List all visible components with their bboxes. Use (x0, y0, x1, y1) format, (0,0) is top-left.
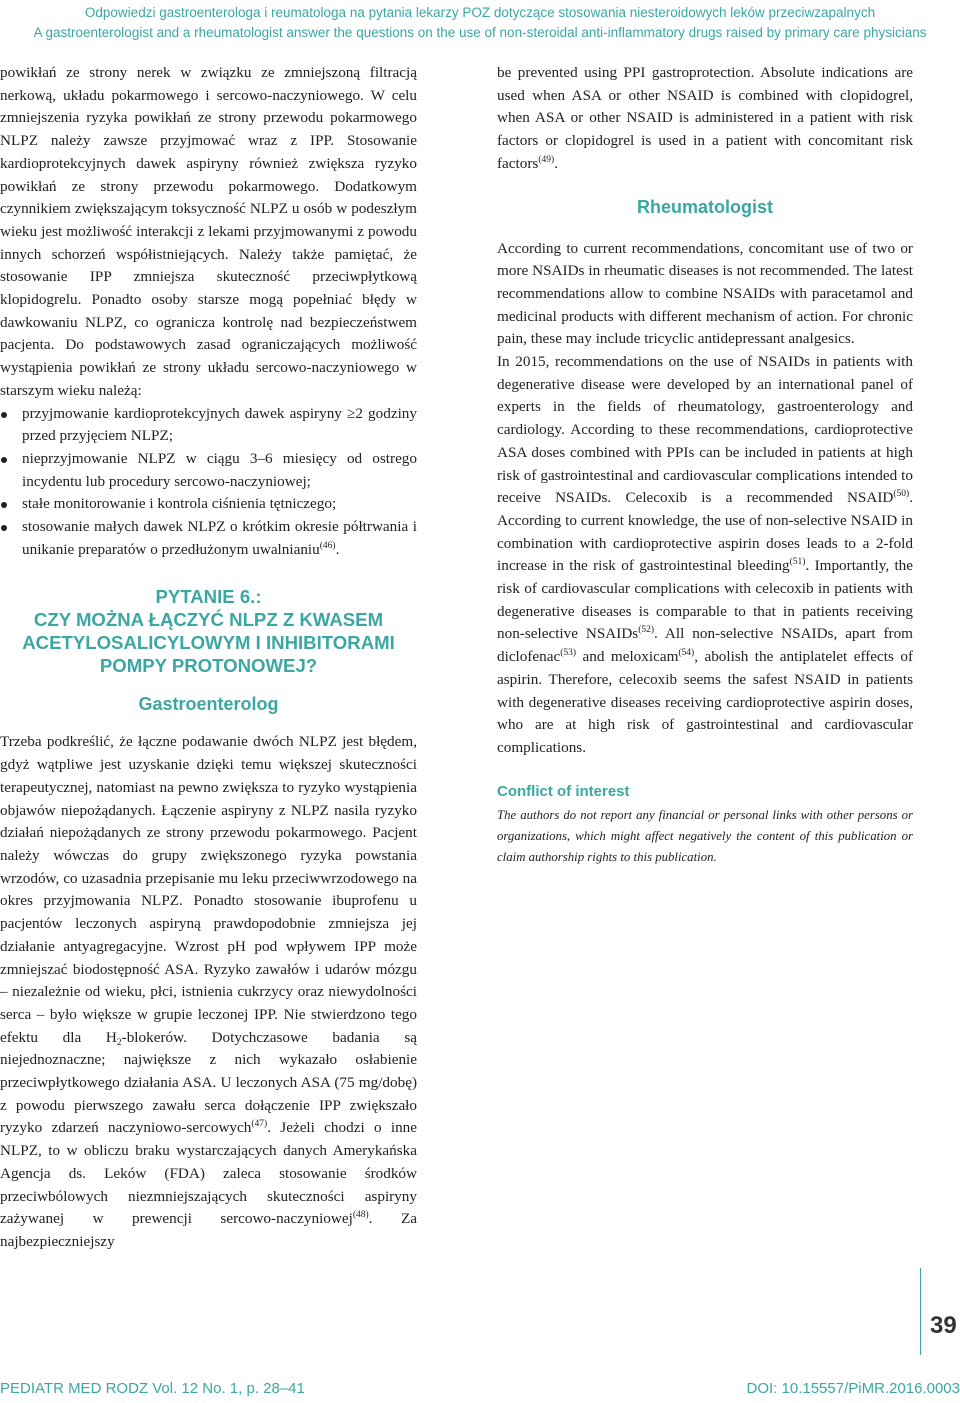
page-number-divider (920, 1268, 921, 1355)
citation: (47) (251, 1119, 268, 1130)
citation: (46) (319, 540, 336, 551)
right-paragraph-1: be prevented using PPI gastroprotection. Absolute indications are used when ASA or other NSAID is combined with clopidogrel, when ASA or other NSAID is administered in a patient with risk factors or clopidogrel is used in a patient with concomitant risk factors$^{(49)}$. (497, 64, 913, 172)
header-title-english: A gastroenterologist and a rheumatologist answer the questions on the use of non-steroidal anti-inflammatory drugs raised by primary care physicians (33, 25, 927, 40)
journal-citation: PEDIATR MED RODZ Vol. 12 No. 1, p. 28–41 (0, 1380, 305, 1397)
question-line: CZY MOŻNA ŁĄCZYĆ NLPZ Z KWASEM (33, 609, 384, 631)
section-title-rheumatologist: Rheumatologist (636, 196, 773, 217)
citation: (54) (678, 648, 695, 659)
conflict-of-interest-title: Conflict of interest (497, 782, 630, 800)
citation: (52) (638, 625, 655, 636)
page-number: 39 (930, 1312, 957, 1339)
citation: (51) (789, 557, 806, 568)
bullet-item: stosowanie małych dawek NLPZ o krótkim okresie półtrwania i unikanie preparatów o przedłużonym uwalnianiu$^{(46)}$. (0, 516, 417, 561)
bullet-icon (1, 412, 7, 418)
section-title-gastroenterolog: Gastroenterolog (138, 694, 279, 715)
bullet-item: nieprzyjmowanie NLPZ w ciągu 3–6 miesięcy od ostrego incydentu lub procedury sercowo-naczyniowej; (0, 448, 417, 493)
question-line: POMPY PROTONOWEJ? (99, 655, 318, 677)
running-header (0, 0, 960, 43)
bullet-icon (1, 502, 7, 508)
bullet-icon (1, 457, 7, 463)
citation: (53) (560, 648, 577, 659)
question-line: ACETYLOSALICYLOWYM I INHIBITORAMI (22, 632, 395, 654)
left-column (0, 62, 417, 1254)
citation: (48) (352, 1210, 369, 1221)
left-paragraph-2: Trzeba podkreślić, że łączne podawanie dwóch NLPZ jest błędem, gdyż wątpliwe jest uzyskanie dzięki temu większej skuteczności terapeutycznej, natomiast na pewno zwiększa to ryzyko wystąpienia objawów niepożądanych. Łączenie aspiryny z NLPZ nasila ryzyko działań niepożądanych ze strony przewodu pokarmowego. Pacjent należy wówczas do grupy zwiększonego ryzyka powstania wrzodów, co uzasadnia przepisanie mu leku przeciwwrzodowego na okres przyjmowania NLPZ. Ponadto stosowanie ibuprofenu u pacjentów leczonych aspiryną prawdopodobnie zmniejsza jej działanie antyagregacyjne. Wzrost pH pod wpływem IPP może zmniejszać biodostępność ASA. Ryzyko zawałów i udarów mózgu – niezależnie od wieku, płci, istnienia cukrzycy oraz niewydolności serca – było większe w grupie leczonej IPP. Nie stwierdzono tego efektu dla $H_2$-blokerów. Dotychczasowe badania są niejednoznaczne; największe z nich wykazało osłabienie przeciwpłytkowego działania ASA. U leczonych ASA (75 mg/dobę) z powodu pierwszego zawału serca dołączenie IPP zwiększało ryzyko zdarzeń naczyniowo-sercowych$^{(47)}$. Jeżeli chodzi o inne NLPZ, to w obliczu braku wystarczających danych Amerykańska Agencja ds. Leków (FDA) zaleca stosowanie środków przeciwbólowych niezmniejszających skuteczności aspiryny zażywanej w prewencji sercowo-naczyniowej$^{(48)}$. Za najbezpieczniejszy (0, 733, 418, 1250)
question-heading (0, 585, 417, 677)
bullet-item: stałe monitorowanie i kontrola ciśnienia tętniczego; (0, 493, 417, 516)
right-column (497, 62, 913, 868)
footer (0, 1380, 960, 1402)
bullet-list (0, 403, 417, 562)
question-label: PYTANIE 6.: (155, 586, 262, 608)
left-paragraph-1: powikłań ze strony nerek w związku ze zmniejszoną filtracją nerkową, układu pokarmowego i sercowo-naczyniowego. W celu zmniejszenia ryzyka powikłań ze strony przewodu pokarmowego NLPZ należy zawsze przyjmować wraz z IPP. Stosowanie kardioprotekcyjnych dawek aspiryny również zwiększa ryzyko powikłań ze strony przewodu pokarmowego. Dodatkowym czynnikiem zwiększającym toksyczność NLPZ u osób w podeszłym wieku jest możliwość interakcji z lekami przyjmowanymi z powodu innych schorzeń współistniejących. Należy także pamiętać, że stosowanie IPP zmniejsza skuteczność przeciwpłytkową klopidogrelu. Ponadto osoby starsze mogą popełniać błędy w dawkowaniu NLPZ, co ogranicza kontrolę nad bezpieczeństwem pacjenta. Do podstawowych zasad ograniczających możliwość wystąpienia powikłań ze strony układu sercowo-naczyniowego w starszym wieku należą: (0, 64, 417, 399)
doi-link[interactable]: DOI: 10.15557/PiMR.2016.0003 (746, 1380, 960, 1397)
right-paragraph-2: According to current recommendations, concomitant use of two or more NSAIDs in rheumatic diseases is not recommended. The latest recommendations allow to combine NSAIDs with paracetamol and medicinal products with different mechanism of action. For chronic pain, these may include tricyclic antidepressant analgesics. (497, 239, 913, 348)
bullet-icon (1, 525, 7, 531)
right-paragraph-3: In 2015, recommendations on the use of NSAIDs in patients with degenerative disease were developed by an international panel of experts in the fields of rheumatology, gastroenterology and cardiology. According to these recommendations, cardioprotective ASA doses combined with PPIs can be included in patients at high risk of gastrointestinal and cardiovascular complications intended to receive NSAIDs. Celecoxib is a recommended NSAID$^{(50)}$. According to current knowledge, the use of non-selective NSAID in combination with cardioprotective aspirin doses leads to a 2-fold increase in the risk of gastrointestinal bleeding$^{(51)}$. Importantly, the risk of cardiovascular complications with celecoxib in patients with degenerative diseases is comparable to that in patients receiving non-selective NSAIDs$^{(52)}$. All non-selective NSAIDs, apart from diclofenac$^{(53)}$ and meloxicam$^{(54)}$, abolish the antiplatelet effects of aspirin. Therefore, celecoxib seems the safest NSAID in patients with degenerative diseases receiving cardioprotective aspirin doses, who are at high risk of gastrointestinal and cardiovascular complications. (497, 353, 913, 756)
citation: (50) (893, 489, 910, 500)
bullet-item: przyjmowanie kardioprotekcyjnych dawek aspiryny ≥2 godziny przed przyjęciem NLPZ; (0, 403, 417, 448)
conflict-of-interest-text: The authors do not report any financial or personal links with other persons or organizations, which might affect negatively the content of this publication or claim authorship rights to this publication. (497, 807, 913, 864)
header-title-polish: Odpowiedzi gastroenterologa i reumatologa na pytania lekarzy POZ dotyczące stosowania niesteroidowych leków przeciwzapalnych (84, 5, 876, 20)
citation: (49) (538, 154, 555, 165)
